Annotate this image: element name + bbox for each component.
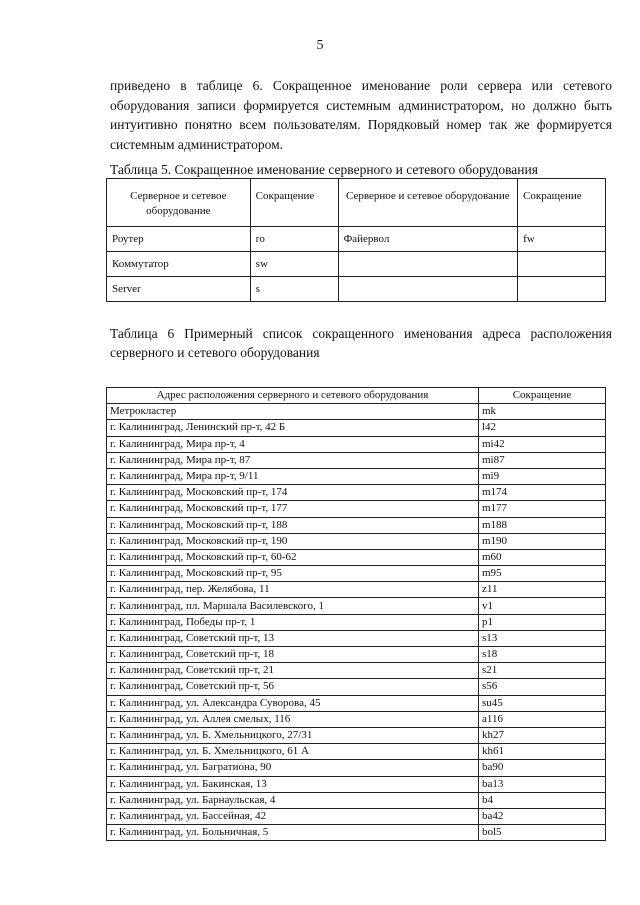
table6-row — [107, 663, 606, 679]
table5-header-row — [107, 179, 606, 227]
table6-header-abbr: Сокращение — [479, 388, 606, 404]
table5-header-abbr-1: Сокращение — [250, 179, 338, 227]
table6-abbr-cell: b4 — [479, 792, 606, 808]
table5-row — [107, 252, 606, 277]
table6-address-cell: г. Калининград, ул. Барнаульская, 4 — [107, 792, 479, 808]
table6-header-row — [107, 388, 606, 404]
table5-cell: fw — [518, 227, 606, 252]
table6-row — [107, 614, 606, 630]
table6-abbr-cell: m177 — [479, 501, 606, 517]
table5-cell — [518, 252, 606, 277]
table6-abbr-cell: bol5 — [479, 825, 606, 841]
table6-row — [107, 647, 606, 663]
table6-row — [107, 404, 606, 420]
table5-cell: s — [250, 277, 338, 302]
table6-row — [107, 501, 606, 517]
table6-header-address: Адрес расположения серверного и сетевого оборудования — [107, 388, 479, 404]
table6-abbr-cell: s13 — [479, 630, 606, 646]
table6-address-cell: г. Калининград, ул. Александра Суворова, 45 — [107, 695, 479, 711]
table6-row — [107, 776, 606, 792]
table6-address-cell: г. Калининград, Московский пр-т, 174 — [107, 485, 479, 501]
table6-row — [107, 533, 606, 549]
table6-abbr-cell: a116 — [479, 711, 606, 727]
table6-address-cell: г. Калининград, ул. Бассейная, 42 — [107, 808, 479, 824]
table5-header-equipment-1: Серверное и сетевое оборудование — [107, 179, 251, 227]
table6-row — [107, 436, 606, 452]
table6-abbr-cell: ba42 — [479, 808, 606, 824]
table6-row — [107, 549, 606, 565]
table6-row — [107, 760, 606, 776]
table6-abbr-cell: ba13 — [479, 776, 606, 792]
table6-row — [107, 727, 606, 743]
table6-abbr-cell: ba90 — [479, 760, 606, 776]
table6-abbr-cell: m174 — [479, 485, 606, 501]
table6-address-cell: г. Калининград, Московский пр-т, 177 — [107, 501, 479, 517]
table6-row — [107, 825, 606, 841]
table6-abbr-cell: l42 — [479, 420, 606, 436]
table6-abbr-cell: su45 — [479, 695, 606, 711]
table6-row — [107, 792, 606, 808]
table6-abbr-cell: m190 — [479, 533, 606, 549]
table6-abbr-cell: m60 — [479, 549, 606, 565]
table6-abbr-cell: m95 — [479, 566, 606, 582]
table5 — [106, 178, 606, 302]
table6-address-cell: г. Калининград, Советский пр-т, 13 — [107, 630, 479, 646]
table6-row — [107, 744, 606, 760]
table5-row — [107, 227, 606, 252]
table5-caption: Таблица 5. Сокращенное именование серверного и сетевого оборудования — [110, 162, 538, 177]
table6-row — [107, 630, 606, 646]
table6-address-cell: г. Калининград, Московский пр-т, 188 — [107, 517, 479, 533]
table6-row — [107, 598, 606, 614]
table6-address-cell: Метрокластер — [107, 404, 479, 420]
table6-abbr-cell: kh27 — [479, 727, 606, 743]
table6-abbr-cell: p1 — [479, 614, 606, 630]
table6-abbr-cell: s21 — [479, 663, 606, 679]
table6-row — [107, 679, 606, 695]
table6-abbr-cell: s18 — [479, 647, 606, 663]
table6-address-cell: г. Калининград, ул. Бакинская, 13 — [107, 776, 479, 792]
table5-cell — [338, 277, 518, 302]
table6 — [106, 387, 606, 841]
table6-address-cell: г. Калининград, Мира пр-т, 9/11 — [107, 468, 479, 484]
table6-address-cell: г. Калининград, ул. Багратиона, 90 — [107, 760, 479, 776]
table6-address-cell: г. Калининград, Ленинский пр-т, 42 Б — [107, 420, 479, 436]
table6-address-cell: г. Калининград, ул. Аллея смелых, 116 — [107, 711, 479, 727]
body-paragraph: приведено в таблице 6. Сокращенное именование роли сервера или сетевого оборудования записи формируется системным администратором, но должно быть интуитивно понятно всем пользователям. Порядковый номер так же формируется системным администратором. — [110, 78, 612, 152]
table6-address-cell: г. Калининград, ул. Б. Хмельницкого, 27/31 — [107, 727, 479, 743]
table6-address-cell: г. Калининград, Советский пр-т, 21 — [107, 663, 479, 679]
table5-cell: Коммутатор — [107, 252, 251, 277]
table6-address-cell: г. Калининград, ул. Больничная, 5 — [107, 825, 479, 841]
table6-address-cell: г. Калининград, Мира пр-т, 4 — [107, 436, 479, 452]
table6-address-cell: г. Калининград, пер. Желябова, 11 — [107, 582, 479, 598]
table6-address-cell: г. Калининград, пл. Маршала Василевского, 1 — [107, 598, 479, 614]
table6-abbr-cell: mi42 — [479, 436, 606, 452]
table6-caption: Таблица 6 Примерный список сокращенного именования адреса расположения серверного и сетевого оборудования — [110, 326, 612, 360]
table6-address-cell: г. Калининград, Московский пр-т, 60-62 — [107, 549, 479, 565]
table6-row — [107, 582, 606, 598]
table6-abbr-cell: mk — [479, 404, 606, 420]
table6-row — [107, 420, 606, 436]
table6-address-cell: г. Калининград, Победы пр-т, 1 — [107, 614, 479, 630]
table5-cell: ro — [250, 227, 338, 252]
table5-row — [107, 277, 606, 302]
table6-row — [107, 468, 606, 484]
page-number: 5 — [316, 38, 324, 53]
table6-address-cell: г. Калининград, Московский пр-т, 95 — [107, 566, 479, 582]
table5-header-abbr-2: Сокращение — [518, 179, 606, 227]
table6-abbr-cell: mi9 — [479, 468, 606, 484]
table6-row — [107, 808, 606, 824]
table6-abbr-cell: kh61 — [479, 744, 606, 760]
table6-abbr-cell: mi87 — [479, 452, 606, 468]
table5-cell: Файервол — [338, 227, 518, 252]
table6-row — [107, 566, 606, 582]
table5-cell — [338, 252, 518, 277]
table6-abbr-cell: m188 — [479, 517, 606, 533]
table5-cell: sw — [250, 252, 338, 277]
table6-abbr-cell: s56 — [479, 679, 606, 695]
table6-row — [107, 517, 606, 533]
table6-abbr-cell: z11 — [479, 582, 606, 598]
table6-abbr-cell: v1 — [479, 598, 606, 614]
table5-cell — [518, 277, 606, 302]
table6-row — [107, 485, 606, 501]
table6-row — [107, 711, 606, 727]
table6-row — [107, 695, 606, 711]
table6-address-cell: г. Калининград, Советский пр-т, 18 — [107, 647, 479, 663]
table6-row — [107, 452, 606, 468]
table5-cell: Server — [107, 277, 251, 302]
table5-header-equipment-2: Серверное и сетевое оборудование — [338, 179, 518, 227]
table5-cell: Роутер — [107, 227, 251, 252]
table6-address-cell: г. Калининград, Советский пр-т, 56 — [107, 679, 479, 695]
table6-address-cell: г. Калининград, Мира пр-т, 87 — [107, 452, 479, 468]
table6-address-cell: г. Калининград, Московский пр-т, 190 — [107, 533, 479, 549]
table6-address-cell: г. Калининград, ул. Б. Хмельницкого, 61 А — [107, 744, 479, 760]
